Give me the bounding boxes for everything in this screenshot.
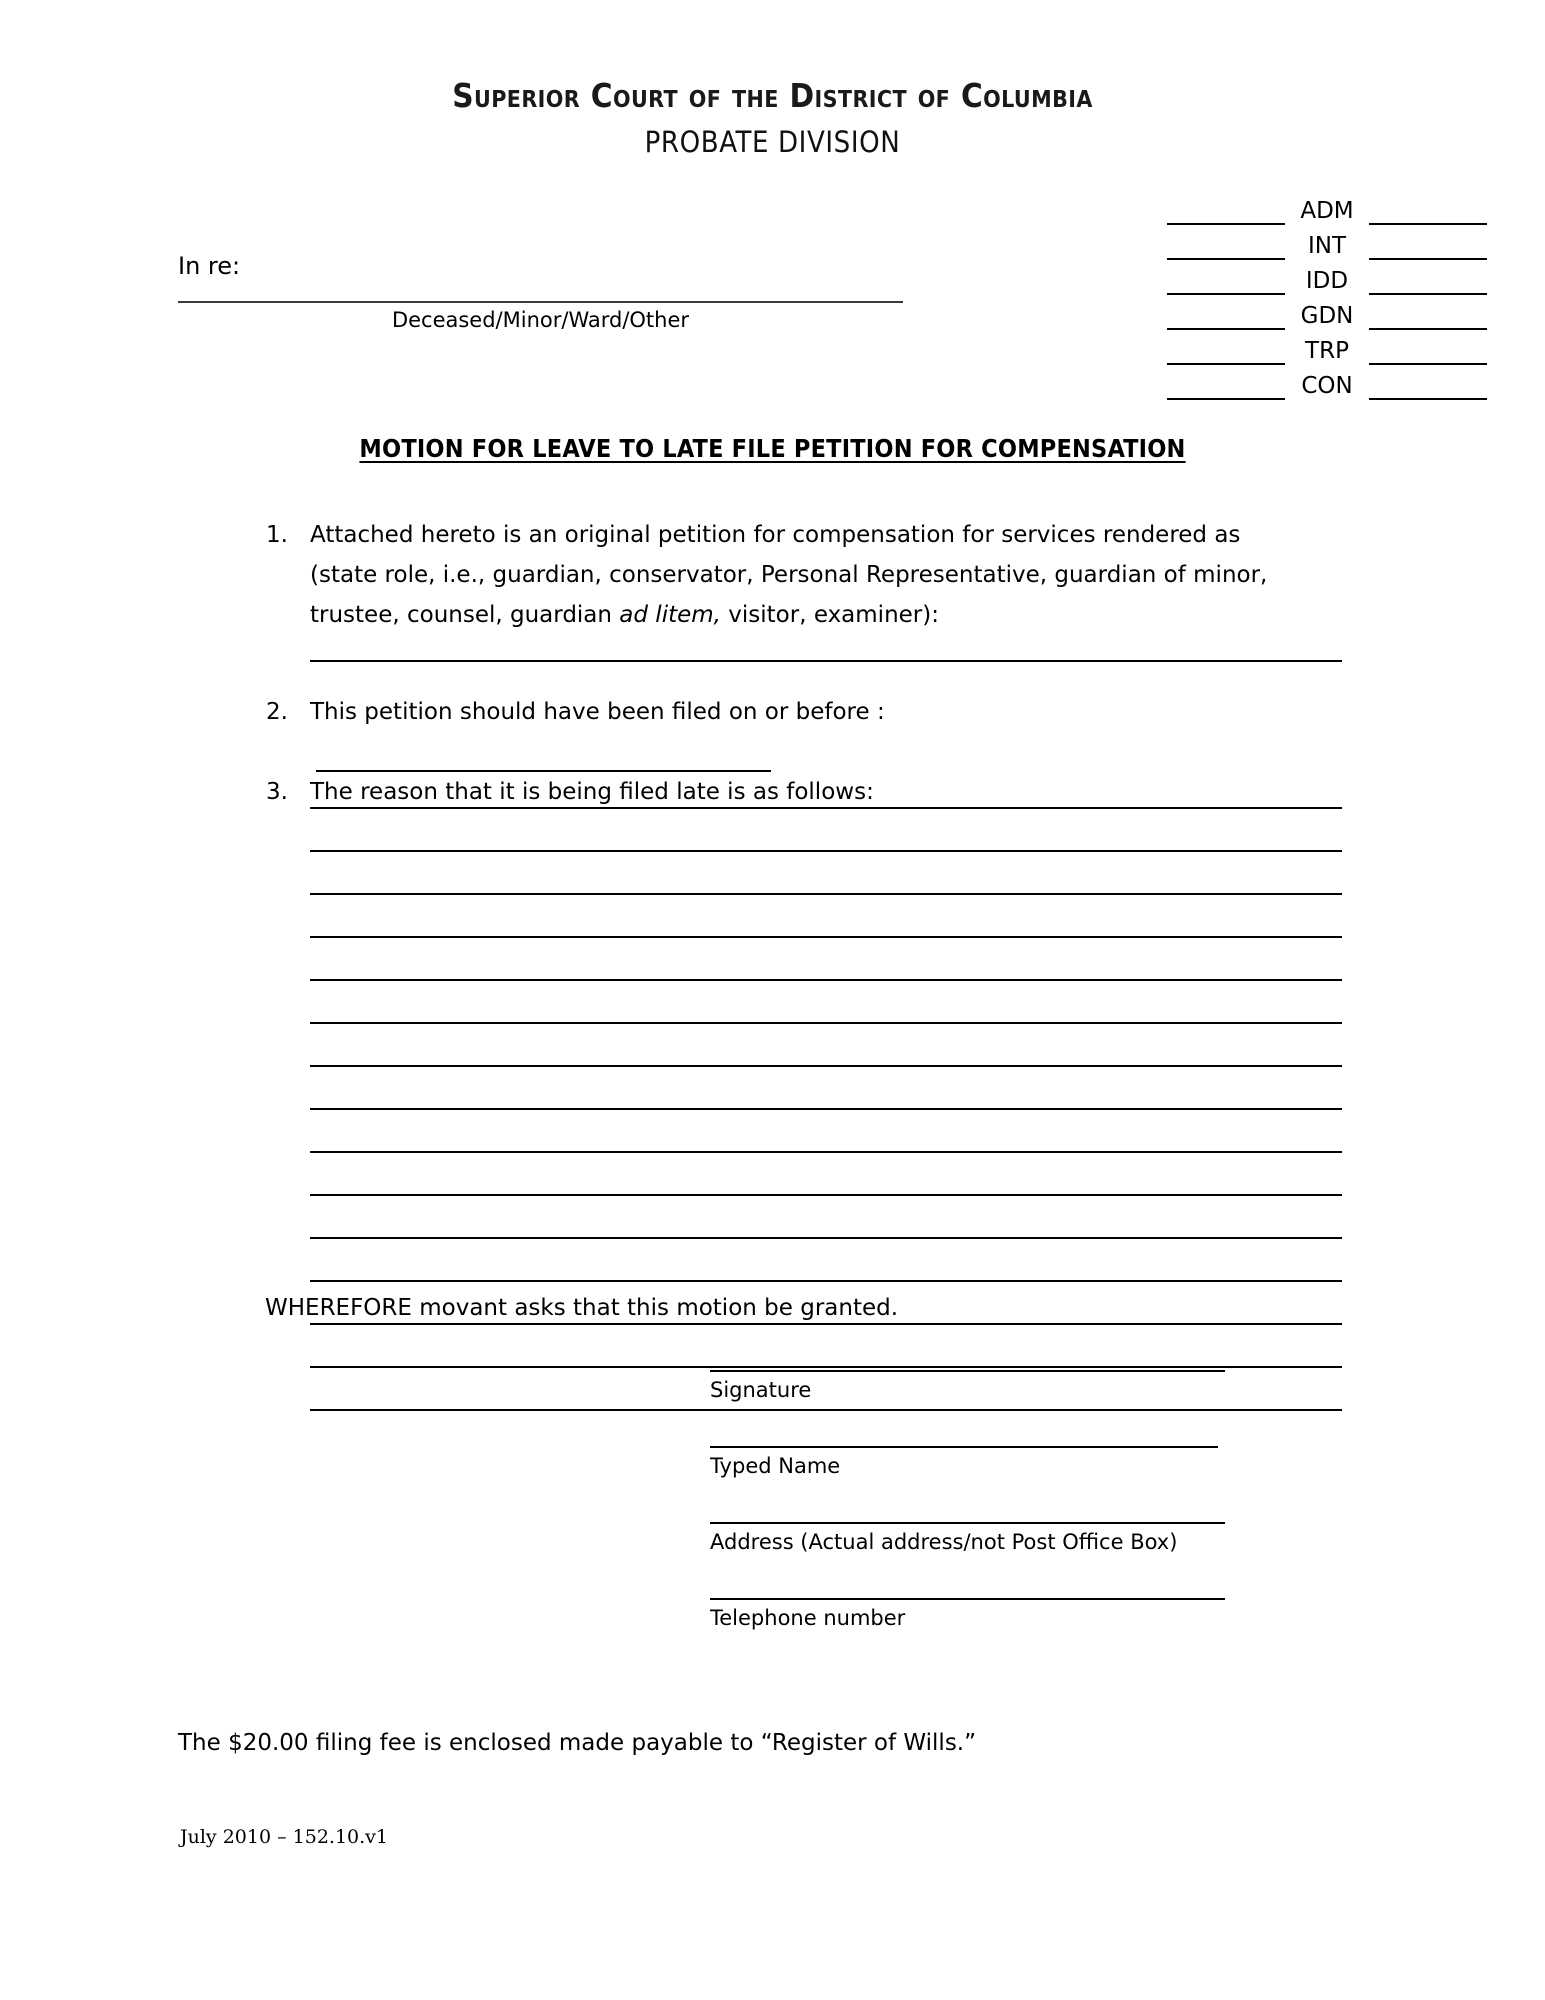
writing-line[interactable] bbox=[310, 1325, 1342, 1368]
telephone-field[interactable] bbox=[710, 1598, 1225, 1600]
writing-line[interactable] bbox=[310, 1153, 1342, 1196]
signature-group bbox=[710, 1370, 1240, 1402]
typed-name-group bbox=[710, 1446, 1240, 1478]
writing-line[interactable] bbox=[310, 1024, 1342, 1067]
case-number-field-left-con[interactable] bbox=[1167, 376, 1285, 400]
case-type-label-con: CON bbox=[1301, 373, 1353, 399]
item-number-2: 2. bbox=[266, 699, 288, 725]
case-type-label-int: INT bbox=[1307, 233, 1347, 259]
signature-caption: Signature bbox=[710, 1378, 812, 1402]
case-type-grid bbox=[1139, 190, 1487, 400]
case-type-row bbox=[1139, 365, 1487, 400]
address-caption: Address (Actual address/not Post Office Box) bbox=[710, 1530, 1178, 1554]
item-text-2 bbox=[310, 692, 1310, 772]
case-number-field-right-trp[interactable] bbox=[1369, 341, 1487, 365]
case-type-row bbox=[1139, 295, 1487, 330]
case-number-field-left-adm[interactable] bbox=[1167, 201, 1285, 225]
typed-name-field[interactable] bbox=[710, 1446, 1218, 1448]
item-number-1: 1. bbox=[266, 522, 288, 548]
writing-line[interactable] bbox=[310, 1067, 1342, 1110]
case-type-label-gdn: GDN bbox=[1300, 303, 1354, 329]
form-version-footer: July 2010 – 152.10.v1 bbox=[180, 1826, 388, 1848]
telephone-caption: Telephone number bbox=[710, 1606, 906, 1630]
list-item-1 bbox=[266, 515, 1356, 635]
case-number-field-left-gdn[interactable] bbox=[1167, 306, 1285, 330]
case-number-field-right-int[interactable] bbox=[1369, 236, 1487, 260]
case-type-row bbox=[1139, 330, 1487, 365]
writing-line[interactable] bbox=[310, 1239, 1342, 1282]
item-number-3: 3. bbox=[266, 779, 288, 805]
item-1-part-2: visitor, examiner): bbox=[720, 602, 939, 628]
item-text-1 bbox=[310, 515, 1310, 635]
item-2-label: This petition should have been filed on or before : bbox=[310, 699, 885, 725]
telephone-group bbox=[710, 1598, 1240, 1630]
writing-line[interactable] bbox=[310, 1110, 1342, 1153]
division-subtitle: PROBATE DIVISION bbox=[644, 125, 901, 160]
item-1-italic: ad litem, bbox=[619, 602, 721, 628]
case-type-row bbox=[1139, 190, 1487, 225]
case-number-field-left-trp[interactable] bbox=[1167, 341, 1285, 365]
case-number-field-left-idd[interactable] bbox=[1167, 271, 1285, 295]
motion-title-text: MOTION FOR LEAVE TO LATE FILE PETITION FOR COMPENSATION bbox=[359, 434, 1186, 463]
list-item-2 bbox=[266, 692, 1356, 772]
role-description-field[interactable] bbox=[310, 660, 1342, 662]
case-type-row bbox=[1139, 225, 1487, 260]
case-number-field-left-int[interactable] bbox=[1167, 236, 1285, 260]
in-re-name-field[interactable] bbox=[178, 301, 903, 303]
court-header bbox=[0, 78, 1545, 159]
writing-line[interactable] bbox=[310, 981, 1342, 1024]
item-1-part-1: Attached hereto is an original petition for compensation for services rendered as (state role, i.e., guardian, conservator, Personal Representative, guardian of minor, trustee, counsel, guardian bbox=[310, 522, 1268, 628]
case-number-field-right-idd[interactable] bbox=[1369, 271, 1487, 295]
in-re-label: In re: bbox=[178, 252, 241, 280]
writing-line[interactable] bbox=[310, 809, 1342, 852]
case-type-label-adm: ADM bbox=[1300, 198, 1354, 224]
writing-line[interactable] bbox=[310, 852, 1342, 895]
address-group bbox=[710, 1522, 1240, 1554]
page-title: Superior Court of the District of Columbia bbox=[452, 76, 1093, 115]
case-type-label-trp: TRP bbox=[1305, 338, 1349, 364]
writing-line[interactable] bbox=[310, 1196, 1342, 1239]
in-re-block bbox=[178, 252, 908, 332]
case-type-row bbox=[1139, 260, 1487, 295]
address-field[interactable] bbox=[710, 1522, 1225, 1524]
typed-name-caption: Typed Name bbox=[710, 1454, 841, 1478]
in-re-caption: Deceased/Minor/Ward/Other bbox=[391, 308, 690, 332]
writing-line[interactable] bbox=[310, 766, 1342, 809]
case-number-field-right-adm[interactable] bbox=[1369, 201, 1487, 225]
signature-block bbox=[710, 1370, 1240, 1674]
case-type-label-idd: IDD bbox=[1305, 268, 1349, 294]
writing-line[interactable] bbox=[310, 895, 1342, 938]
signature-field[interactable] bbox=[710, 1370, 1225, 1372]
wherefore-statement: WHEREFORE movant asks that this motion be granted. bbox=[265, 1295, 899, 1321]
writing-line[interactable] bbox=[310, 938, 1342, 981]
item-text-3: The reason that it is being filed late is as follows: bbox=[310, 779, 874, 805]
case-number-field-right-gdn[interactable] bbox=[1369, 306, 1487, 330]
filing-fee-notice: The $20.00 filing fee is enclosed made payable to “Register of Wills.” bbox=[178, 1730, 977, 1756]
case-number-field-right-con[interactable] bbox=[1369, 376, 1487, 400]
motion-title bbox=[0, 434, 1545, 463]
